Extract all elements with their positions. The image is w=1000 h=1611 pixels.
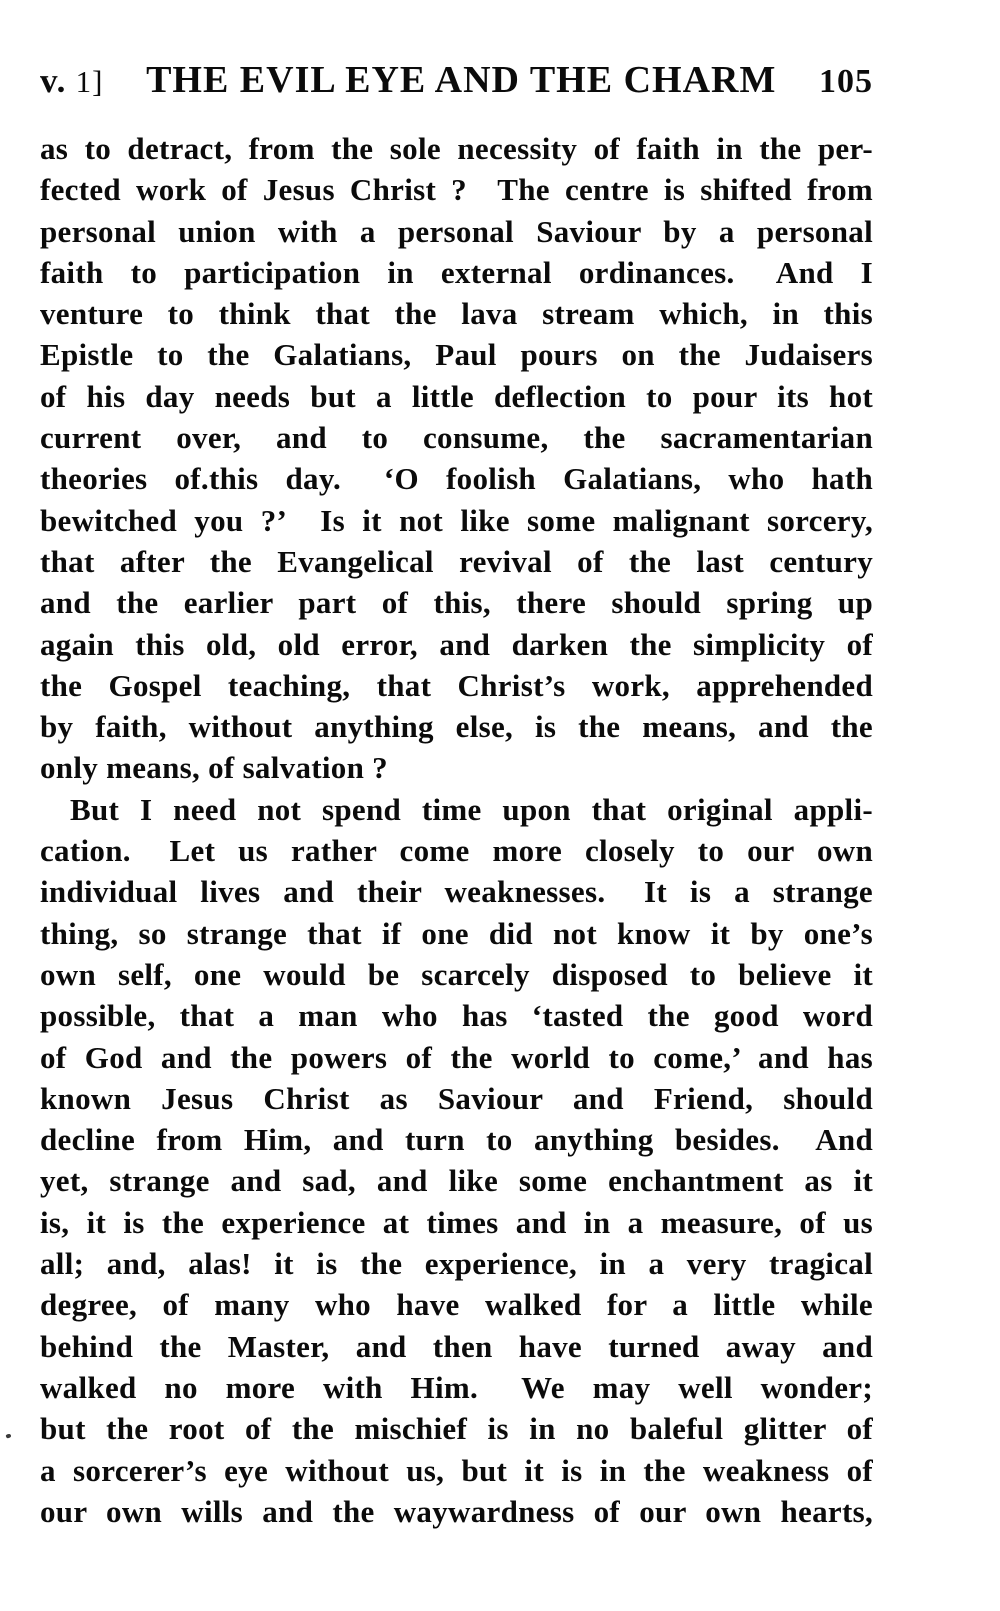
text-line: the Gospel teaching, that Christ’s work, apprehended bbox=[40, 667, 873, 703]
text-line: individual lives and their weaknesses. It is a strange bbox=[40, 874, 873, 910]
body-text bbox=[40, 128, 873, 1532]
text-line: all; and, alas! it is the experience, in a very tragical bbox=[40, 1246, 873, 1282]
text-line: personal union with a personal Saviour by a personal bbox=[40, 213, 873, 249]
text-line: possible, that a man who has ‘tasted the good word bbox=[40, 998, 873, 1034]
text-line: and the earlier part of this, there should spring up bbox=[40, 585, 873, 621]
page-title: THE EVIL EYE AND THE CHARM bbox=[146, 59, 777, 101]
text-line: current over, and to consume, the sacramentarian bbox=[40, 420, 873, 456]
text-line: again this old, old error, and darken the simplicity of bbox=[40, 626, 873, 662]
text-line: cation. Let us rather come more closely to our own bbox=[40, 833, 873, 869]
text-line: but the root of the mischief is in no baleful glitter of bbox=[40, 1411, 873, 1447]
section-marker-chapter: v. bbox=[40, 61, 67, 100]
text-line: by faith, without anything else, is the means, and the bbox=[40, 709, 873, 745]
text-line: thing, so strange that if one did not know it by one’s bbox=[40, 915, 873, 951]
text-line: fected work of Jesus Christ ? The centre is shifted from bbox=[40, 172, 873, 208]
section-marker bbox=[40, 61, 103, 101]
text-line: degree, of many who have walked for a little while bbox=[40, 1287, 873, 1323]
text-line: Epistle to the Galatians, Paul pours on the Judaisers bbox=[40, 337, 873, 373]
text-line: behind the Master, and then have turned away and bbox=[40, 1328, 873, 1364]
text-line: of his day needs but a little deflection to pour its hot bbox=[40, 378, 873, 414]
text-line: as to detract, from the sole necessity of faith in the per- bbox=[40, 131, 873, 166]
text-line: own self, one would be scarcely disposed to believe it bbox=[40, 956, 873, 992]
text-line: venture to think that the lava stream which, in this bbox=[40, 296, 873, 332]
text-line: decline from Him, and turn to anything besides. And bbox=[40, 1122, 873, 1158]
text-line: that after the Evangelical revival of the last century bbox=[40, 543, 873, 579]
text-line: walked no more with Him. We may well wonder; bbox=[40, 1369, 873, 1405]
text-line: theories of.this day. ‘O foolish Galatians, who hath bbox=[40, 461, 873, 497]
text-line: faith to participation in external ordinances. And I bbox=[40, 254, 873, 290]
text-line: of God and the powers of the world to come,’ and has bbox=[40, 1039, 873, 1075]
text-line: is, it is the experience at times and in a measure, of us bbox=[40, 1204, 873, 1240]
text-line: yet, strange and sad, and like some enchantment as it bbox=[40, 1163, 873, 1199]
text-line: only means, of salvation ? bbox=[40, 750, 388, 786]
running-head bbox=[40, 58, 873, 104]
ink-speck bbox=[5, 1433, 11, 1439]
text-line: known Jesus Christ as Saviour and Friend, should bbox=[40, 1080, 873, 1116]
text-line: our own wills and the waywardness of our own hearts, bbox=[40, 1493, 873, 1529]
page-content bbox=[40, 58, 873, 1532]
text-line: a sorcerer’s eye without us, but it is in the weakness of bbox=[40, 1452, 873, 1488]
page-number: 105 bbox=[819, 63, 873, 100]
section-marker-verse: 1] bbox=[75, 64, 104, 99]
text-line: bewitched you ?’ Is it not like some malignant sorcery, bbox=[40, 502, 873, 538]
text-line: But I need not spend time upon that original appli- bbox=[70, 791, 873, 827]
